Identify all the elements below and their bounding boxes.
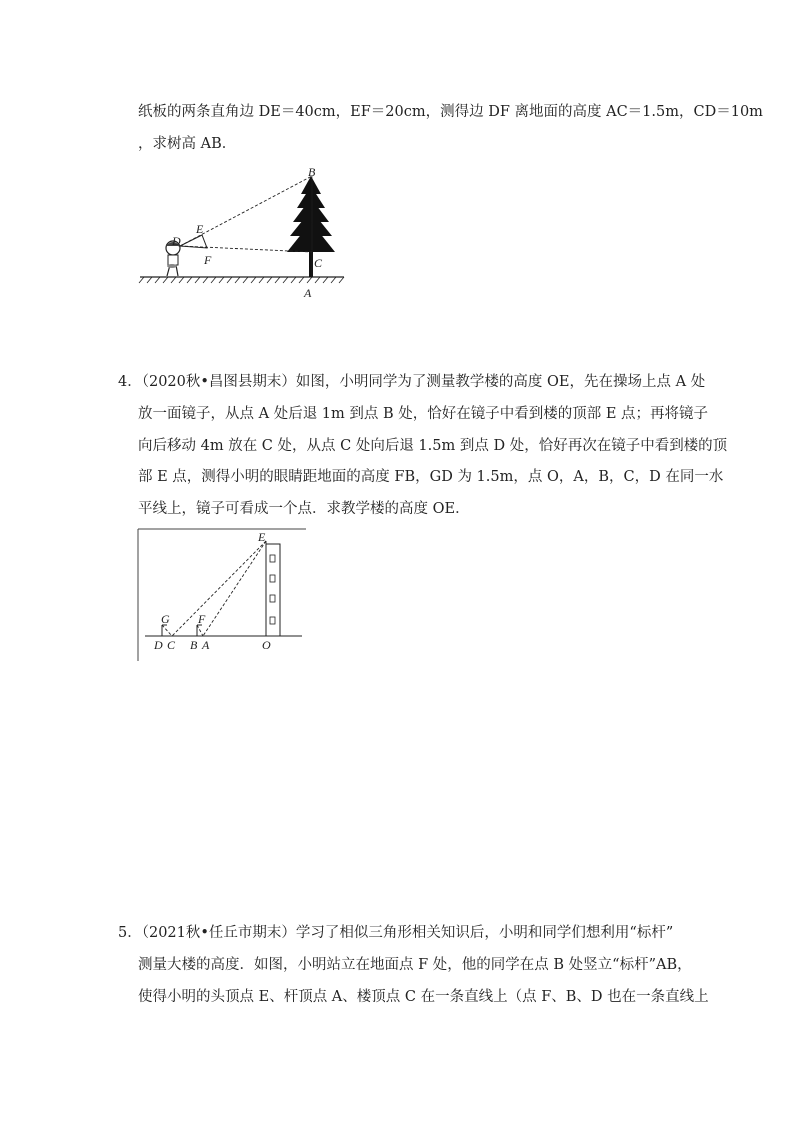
label-B: B: [190, 638, 198, 652]
problem5-text-line2: 测量大楼的高度．如图，小明站立在地面点 F 处，他的同学在点 B 处竖立“标杆”AB，: [138, 957, 692, 973]
problem4-figure: [137, 528, 307, 661]
problem3-text-line1: 纸板的两条直角边 DE＝40cm，EF＝20cm，测得边 DF 离地面的高度 AC＝1.5m，CD＝10m: [138, 104, 763, 120]
label-A: A: [202, 638, 210, 652]
problem4-text-line3: 向后移动 4m 放在 C 处，从点 C 处向后退 1.5m 到点 D 处，恰好再次在镜子中看到楼的顶: [138, 438, 728, 454]
label-F: F: [198, 612, 206, 626]
label-E: E: [258, 530, 266, 544]
label-G: G: [161, 612, 170, 626]
problem3-text-line2: ，求树高 AB．: [138, 136, 237, 152]
label-E: E: [196, 222, 204, 236]
building-icon: [266, 544, 280, 636]
problem4-text-line4: 部 E 点，测得小明的眼睛距地面的高度 FB，GD 为 1.5m，点 O，A，B，C，D 在同一水: [138, 469, 724, 485]
tree-icon: [287, 176, 335, 277]
label-A: A: [304, 286, 312, 300]
label-C: C: [314, 256, 323, 270]
label-F: F: [204, 253, 212, 267]
label-B: B: [308, 165, 316, 179]
problem4-text-line1: 4．（2020秋•昌图县期末）如图，小明同学为了测量教学楼的高度 OE，先在操场上点 A 处: [118, 374, 706, 390]
problem3-figure: [136, 164, 346, 304]
label-O: O: [262, 638, 271, 652]
problem5-text-line3: 使得小明的头顶点 E、杆顶点 A、楼顶点 C 在一条直线上（点 F、B、D 也在一条直线上: [138, 989, 709, 1005]
label-D: D: [154, 638, 163, 652]
problem4-text-line2: 放一面镜子，从点 A 处后退 1m 到点 B 处，恰好在镜子中看到楼的顶部 E 点；再将镜子: [138, 406, 709, 422]
label-D: D: [172, 234, 181, 248]
problem5-text-line1: 5．（2021秋•任丘市期末）学习了相似三角形相关知识后，小明和同学们想利用“标杆”: [118, 925, 674, 941]
problem4-text-line5: 平线上，镜子可看成一个点．求教学楼的高度 OE．: [138, 501, 470, 517]
label-C: C: [167, 638, 176, 652]
